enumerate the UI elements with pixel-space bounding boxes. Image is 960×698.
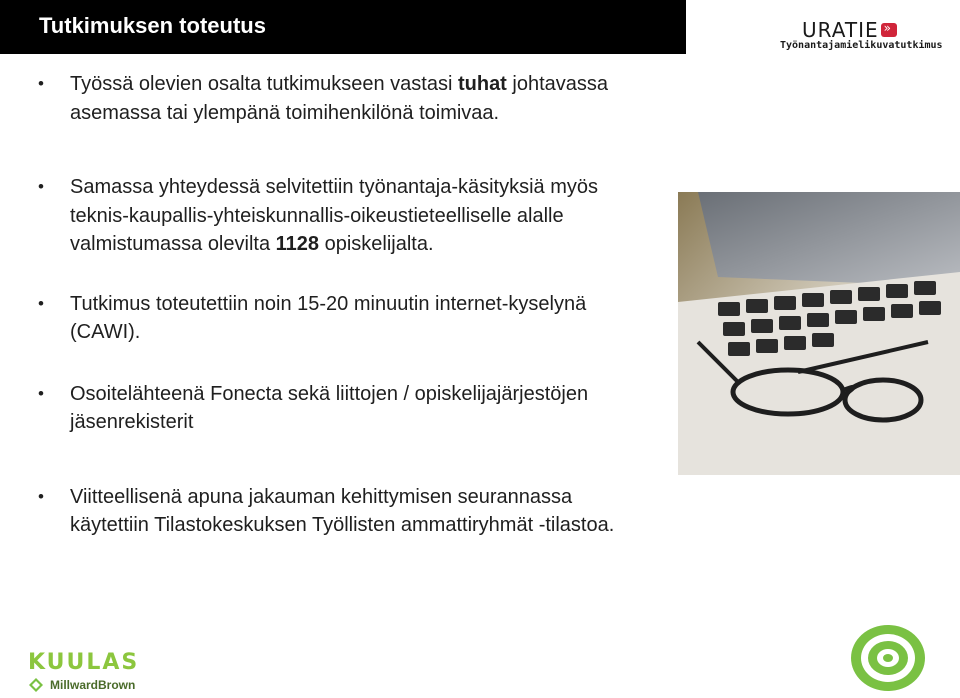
uratie-logo-icon [802,18,897,42]
bullet-item: • Viitteellisenä apuna jakauman kehittymisen seurannassa käytettiin Tilastokeskuksen Työllisten ammattiryhmät -tilastoa. [38,483,618,540]
laptop-glasses-photo [678,192,960,475]
title-bar [0,0,686,54]
bullet-item: • Tutkimus toteutettiin noin 15-20 minuutin internet-kyselynä (CAWI). [38,290,618,347]
bullet-list [38,70,618,540]
kuulas-millwardbrown-logo [28,650,168,695]
bullet-item: • Työssä olevien osalta tutkimukseen vastasi tuhat johtavassa asemassa tai ylempänä toimihenkilönä toimivaa. [38,70,618,127]
brand-subtitle: Työnantajamielikuvatutkimus [780,40,943,51]
bullet-item: • Osoitelähteenä Fonecta sekä liittojen / opiskelijajärjestöjen jäsenrekisterit [38,380,618,437]
slide-title: Tutkimuksen toteutus [39,13,266,38]
uratie-brand [780,16,950,56]
kuulas-wordmark: KUULAS [28,650,140,675]
green-rings-logo-icon [848,622,928,694]
millwardbrown-wordmark: MillwardBrown [50,678,136,692]
millwardbrown-leaf-icon [28,677,44,693]
brand-name: URATIE [802,18,879,42]
bullet-item: • Samassa yhteydessä selvitettiin työnantaja-käsityksiä myös teknis-kaupallis-yhteiskunnallis-oikeustieteelliselle alalle valmistumassa olevilta 1128 opiskelijalta. [38,173,618,259]
